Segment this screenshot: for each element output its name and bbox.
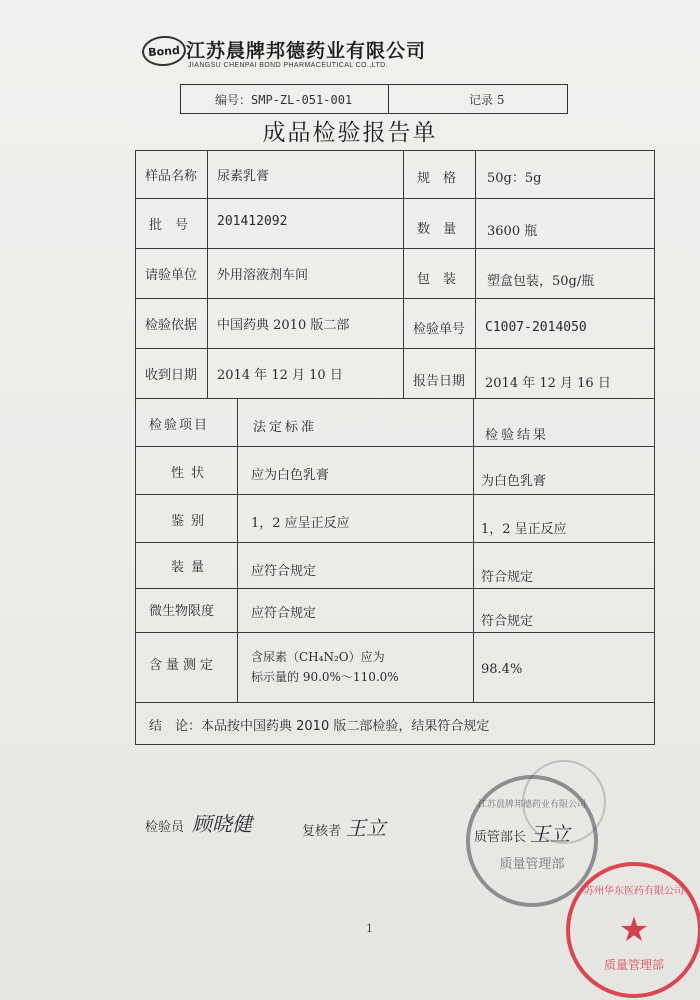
row-result-assay: 98.4% — [481, 662, 523, 677]
col-standard-header: 法定标准 — [253, 420, 318, 435]
row-item-identification: 鉴别 — [171, 514, 212, 529]
sample-name-label: 样品名称 — [145, 169, 198, 184]
gray-stamp-center-text: 质量管理部 — [499, 857, 565, 872]
red-stamp-ring-text: 苏州华东医药有限公司 — [584, 886, 684, 897]
page-number: 1 — [366, 922, 373, 935]
receive-date-label: 收到日期 — [145, 368, 198, 383]
sample-name-value: 尿素乳膏 — [217, 169, 270, 184]
receive-date-value: 2014 年 12 月 10 日 — [217, 368, 343, 383]
row-standard-assay-line1: 含尿素（CH₄N₂O）应为 — [251, 650, 385, 664]
reviewer-signature: 王立 — [346, 816, 386, 840]
report-no-label: 检验单号 — [413, 322, 466, 337]
row-standard-assay-line2: 标示量的 90.0%～110.0% — [251, 670, 399, 684]
report-title: 成品检验报告单 — [262, 120, 438, 146]
gray-stamp-ring-text: 江苏晨牌邦德药业有限公司 — [478, 800, 587, 810]
row-standard-microbial: 应符合规定 — [251, 606, 317, 621]
quantity-value: 3600 瓶 — [487, 224, 538, 239]
company-name-cn: 江苏晨牌邦德药业有限公司 — [186, 40, 427, 62]
batch-label: 批 号 — [149, 218, 189, 233]
row-item-appearance: 性状 — [171, 466, 212, 481]
red-stamp-center-text: 质量管理部 — [603, 958, 664, 972]
col-result-header: 检验结果 — [485, 428, 550, 443]
report-date-label: 报告日期 — [413, 374, 466, 389]
row-item-fill: 装量 — [171, 560, 212, 575]
logo-text: Bond — [147, 43, 181, 59]
company-logo — [141, 35, 187, 68]
spec-label: 规 格 — [417, 171, 457, 186]
report-date-value: 2014 年 12 月 16 日 — [485, 376, 611, 391]
inspector-label: 检验员 — [145, 820, 185, 835]
basis-label: 检验依据 — [145, 318, 198, 333]
row-standard-fill: 应符合规定 — [251, 564, 317, 579]
record-number: 记录 5 — [469, 92, 505, 107]
row-result-identification: 1，2 呈正反应 — [481, 522, 567, 537]
row-item-microbial: 微生物限度 — [149, 604, 215, 619]
package-value: 塑盒包装，50g/瓶 — [487, 274, 595, 289]
star-icon: ★ — [618, 910, 650, 950]
reviewer-label: 复核者 — [302, 824, 342, 839]
doc-number: 编号：SMP-ZL-051-001 — [181, 85, 389, 113]
col-item-header: 检验项目 — [149, 418, 210, 433]
doc-number-box — [180, 84, 568, 114]
row-item-assay: 含量测定 — [149, 658, 218, 673]
company-name-en: JIANGSU CHENPAI BOND PHARMACEUTICAL CO.,LTD. — [188, 62, 388, 69]
supervisor-signature: 王立 — [530, 822, 570, 846]
conclusion: 结 论：本品按中国药典 2010 版二部检验，结果符合规定 — [149, 719, 490, 734]
quantity-label: 数 量 — [417, 222, 457, 237]
row-standard-appearance: 应为白色乳膏 — [251, 468, 330, 483]
request-unit-label: 请验单位 — [145, 268, 198, 283]
package-label: 包 装 — [417, 272, 457, 287]
row-standard-identification: 1，2 应呈正反应 — [251, 516, 350, 531]
batch-value: 201412092 — [217, 214, 288, 229]
spec-value: 50g：5g — [487, 171, 542, 186]
row-result-microbial: 符合规定 — [481, 614, 534, 629]
inspector-signature: 顾晓健 — [192, 812, 252, 836]
quality-dept-stamp-red — [566, 862, 700, 998]
row-result-appearance: 为白色乳膏 — [481, 474, 547, 489]
row-result-fill: 符合规定 — [481, 570, 534, 585]
report-table — [135, 150, 655, 745]
report-no-value: C1007-2014050 — [485, 320, 587, 335]
supervisor-label: 质管部长 — [474, 830, 527, 845]
request-unit-value: 外用溶液剂车间 — [217, 268, 309, 283]
basis-value: 中国药典 2010 版二部 — [217, 318, 350, 333]
